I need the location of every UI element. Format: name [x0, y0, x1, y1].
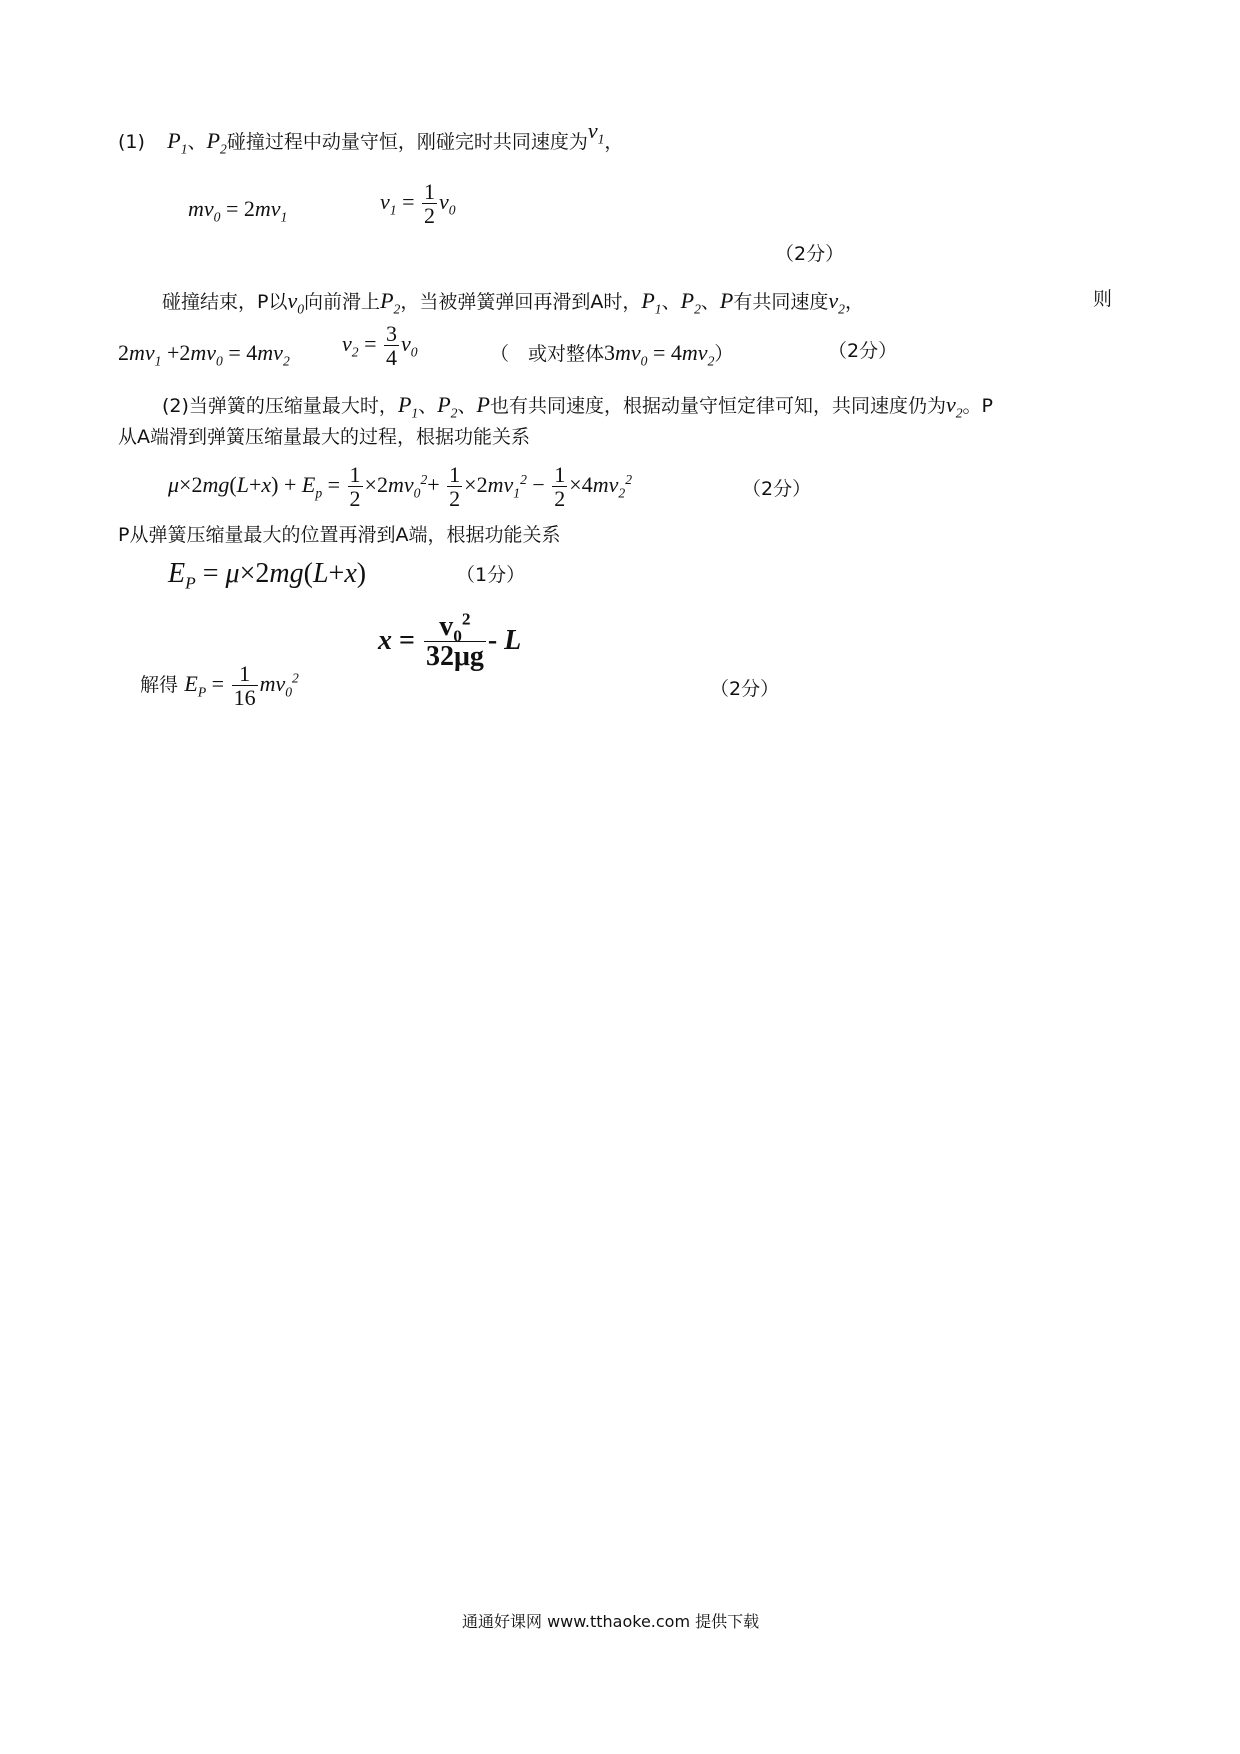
equation-momentum-1: $mv_0 = 2mv_1$ — [188, 196, 288, 225]
score-4: （1分） — [456, 564, 526, 586]
formula-p1-p2-p: $P_1$、$P_2$、P — [641, 288, 734, 317]
part2-line-2: 从A端滑到弹簧压缩量最大的过程，根据功能关系 — [118, 426, 530, 448]
equation-v2: $v_2$ = $\frac{3}{4}$ $v_0$ — [342, 321, 418, 371]
formula-v1: $v_1$ — [587, 118, 605, 147]
part1-intro-line: (1) $P_1$、$P_2$碰撞过程中动量守恒，刚碰完时共同速度为$v_1$， — [118, 118, 624, 157]
solution-line: 解得 $E_P$ = $\frac{1}{16}$ $mv_0^2$ — [140, 661, 299, 711]
score-2: （2分） — [828, 340, 898, 362]
equation-momentum-2: $2mv_1 +2mv_0 = 4mv_2$ — [118, 340, 290, 369]
equation-x: x = $\frac{v_0^2}{32\mu g}$ - L — [378, 609, 522, 673]
equation-energy-1: $\mu\times 2mg(L+x) + E_p$ = $\frac{1}{2}$ $\times 2mv_0^2+$ $\frac{1}{2}$ $\times 2mv_1^2$ − $\frac{1}{2}$ $\times 4mv_2^2$ — [168, 462, 632, 512]
part2-line-1: (2)当弹簧的压缩量最大时，$P_1$、$P_2$、P也有共同速度，根据动量守恒定律可知，共同速度仍为$v_2$。P — [162, 392, 994, 421]
part1-collision-line: 碰撞结束，P以$v_0$向前滑上$P_2$，当被弹簧弹回再滑到A时，$P_1$、$P_2$、P有共同速度$v_2$， — [162, 288, 864, 317]
score-5: （2分） — [710, 678, 780, 700]
equation-energy-2: $E_P = \mu\times 2mg(L+x)$ — [168, 558, 367, 593]
equation-v1: $v_1$ = $\frac{1}{2}$ $v_0$ — [380, 179, 456, 229]
part1-label: (1) — [118, 131, 145, 153]
alt-equation: （ 或对整体$3mv_0 = 4mv_2$） — [490, 340, 734, 369]
formula-p1-p2: $P_1$、$P_2$ — [167, 128, 227, 157]
score-3: （2分） — [742, 478, 812, 500]
part1-intro: 碰撞过程中动量守恒，刚碰完时共同速度为 — [226, 131, 588, 153]
part2-line-4: P从弹簧压缩量最大的位置再滑到A端，根据功能关系 — [118, 524, 561, 546]
score-1: （2分） — [775, 243, 845, 265]
then-word: 则 — [1093, 288, 1113, 310]
footer-text: 通通好课网 www.tthaoke.com 提供下载 — [462, 1612, 760, 1631]
